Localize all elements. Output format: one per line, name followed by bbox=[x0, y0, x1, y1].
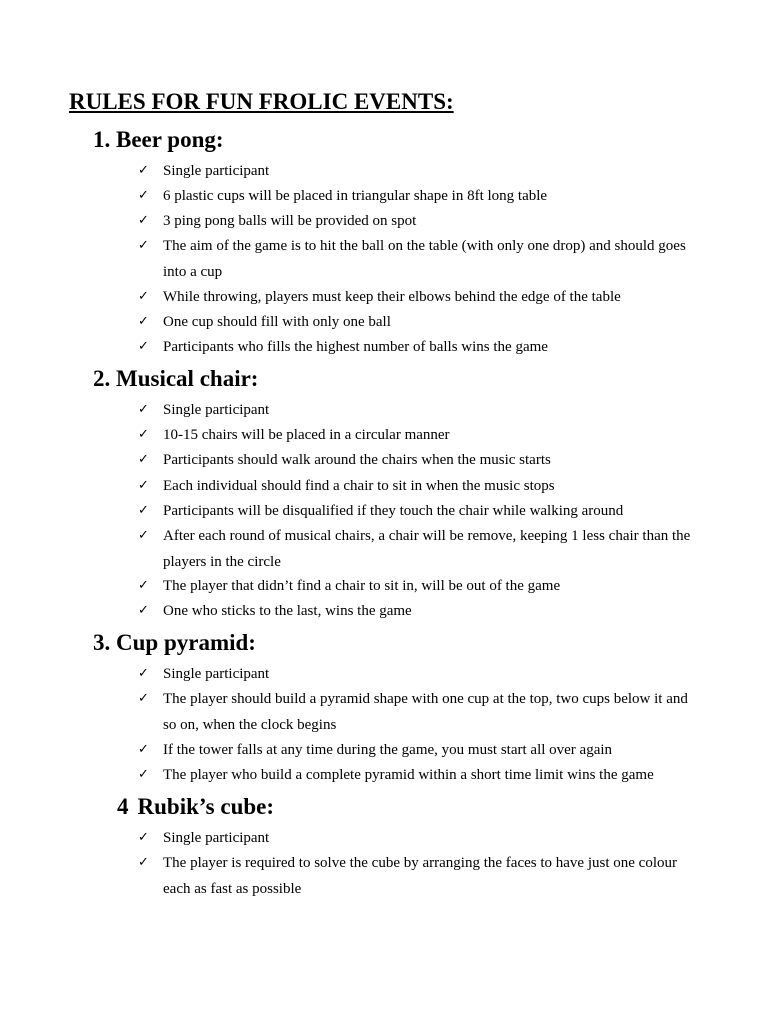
list-item: ✓ Participants who fills the highest number of balls wins the game bbox=[138, 334, 698, 360]
list-item: ✓ Single participant bbox=[138, 825, 698, 851]
section-heading-musical-chair: 2. Musical chair: bbox=[93, 366, 259, 391]
list-item: ✓ Each individual should find a chair to sit in when the music stops bbox=[138, 473, 698, 499]
list-item: ✓ Participants will be disqualified if they touch the chair while walking around bbox=[138, 498, 698, 524]
checkmark-icon: ✓ bbox=[138, 339, 149, 354]
list-item: ✓ The player is required to solve the cube by arranging the faces to have just one colour each as fast as possible bbox=[138, 850, 698, 902]
list-item: ✓ Single participant bbox=[138, 158, 698, 184]
checkmark-icon: ✓ bbox=[138, 603, 149, 618]
list-item: ✓ The player that didn’t find a chair to sit in, will be out of the game bbox=[138, 573, 698, 599]
section-heading-cup-pyramid: 3. Cup pyramid: bbox=[93, 630, 256, 655]
checkmark-icon: ✓ bbox=[138, 452, 149, 467]
list-item: ✓ Participants should walk around the chairs when the music starts bbox=[138, 447, 698, 473]
checkmark-icon: ✓ bbox=[138, 402, 149, 417]
list-item: ✓ While throwing, players must keep their elbows behind the edge of the table bbox=[138, 284, 698, 310]
checkmark-icon: ✓ bbox=[138, 163, 149, 178]
checkmark-icon: ✓ bbox=[138, 830, 149, 845]
list-item: ✓ Single participant bbox=[138, 661, 698, 687]
checkmark-icon: ✓ bbox=[138, 855, 149, 870]
list-item: ✓ After each round of musical chairs, a chair will be remove, keeping 1 less chair than the players in the circle bbox=[138, 523, 698, 575]
list-item: ✓ The aim of the game is to hit the ball on the table (with only one drop) and should goes into a cup bbox=[138, 233, 698, 285]
list-item: ✓ 10-15 chairs will be placed in a circular manner bbox=[138, 422, 698, 448]
list-item: ✓ One who sticks to the last, wins the game bbox=[138, 598, 698, 624]
list-item: ✓ The player should build a pyramid shape with one cup at the top, two cups below it and so on, when the clock begins bbox=[138, 686, 698, 738]
section-heading-rubiks-cube bbox=[117, 793, 274, 821]
checkmark-icon: ✓ bbox=[138, 767, 149, 782]
list-item: ✓ One cup should fill with only one ball bbox=[138, 309, 698, 335]
checkmark-icon: ✓ bbox=[138, 238, 149, 253]
checkmark-icon: ✓ bbox=[138, 691, 149, 706]
list-item: ✓ Single participant bbox=[138, 397, 698, 423]
section-title: Rubik’s cube: bbox=[137, 794, 275, 819]
list-item: ✓ 3 ping pong balls will be provided on spot bbox=[138, 208, 698, 234]
checkmark-icon: ✓ bbox=[138, 478, 149, 493]
checkmark-icon: ✓ bbox=[138, 213, 149, 228]
checkmark-icon: ✓ bbox=[138, 503, 149, 518]
section-number: 4 bbox=[117, 794, 129, 819]
checkmark-icon: ✓ bbox=[138, 666, 149, 681]
checkmark-icon: ✓ bbox=[138, 314, 149, 329]
list-item: ✓ 6 plastic cups will be placed in triangular shape in 8ft long table bbox=[138, 183, 698, 209]
checkmark-icon: ✓ bbox=[138, 289, 149, 304]
checkmark-icon: ✓ bbox=[138, 742, 149, 757]
list-item: ✓ The player who build a complete pyramid within a short time limit wins the game bbox=[138, 762, 698, 788]
document-title: RULES FOR FUN FROLIC EVENTS: bbox=[69, 89, 454, 114]
checkmark-icon: ✓ bbox=[138, 427, 149, 442]
checkmark-icon: ✓ bbox=[138, 528, 149, 543]
checkmark-icon: ✓ bbox=[138, 578, 149, 593]
section-heading-beer-pong: 1. Beer pong: bbox=[93, 127, 224, 152]
list-item: ✓ If the tower falls at any time during the game, you must start all over again bbox=[138, 737, 698, 763]
checkmark-icon: ✓ bbox=[138, 188, 149, 203]
